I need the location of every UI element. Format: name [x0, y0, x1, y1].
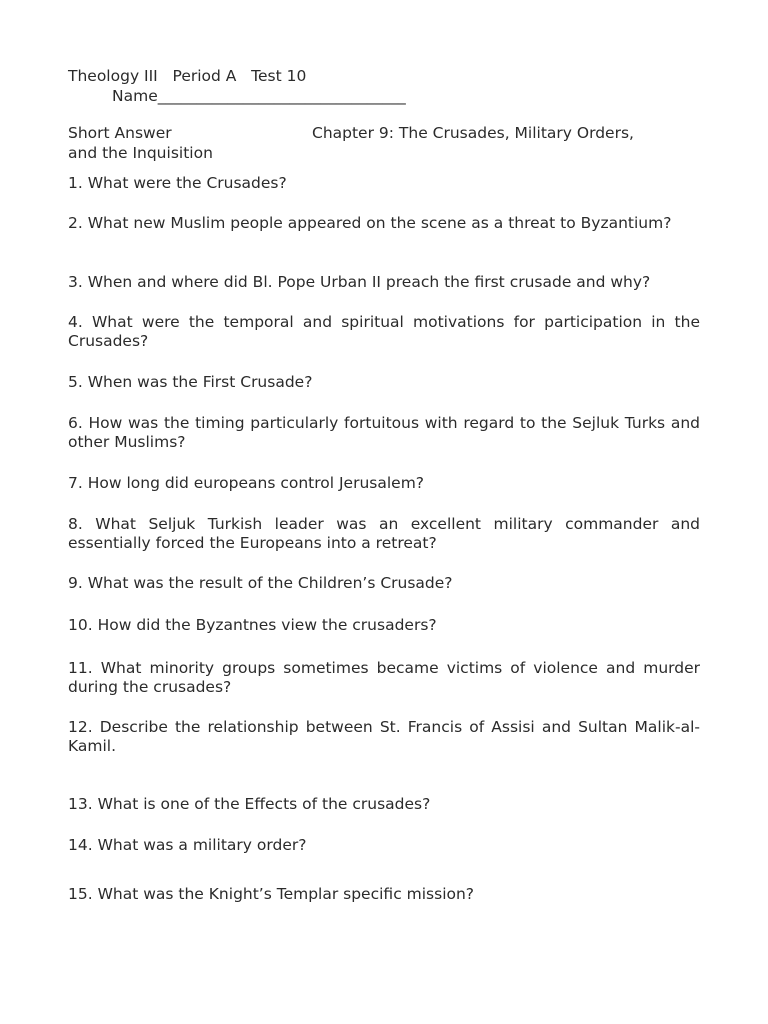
section-label: Short Answer — [68, 124, 172, 142]
question-7: 7. How long did europeans control Jerusalem? — [68, 474, 425, 492]
question-10: 10. How did the Byzantnes view the crusaders? — [68, 616, 437, 634]
question-13: 13. What is one of the Effects of the crusades? — [68, 795, 431, 813]
question-9: 9. What was the result of the Children’s Crusade? — [68, 574, 453, 592]
question-15: 15. What was the Knight’s Templar specific mission? — [68, 885, 475, 903]
question-11: 11. What minority groups sometimes became victims of violence and murder during the crusades? — [68, 659, 700, 696]
question-1: 1. What were the Crusades? — [68, 174, 287, 192]
question-2: 2. What new Muslim people appeared on the scene as a threat to Byzantium? — [68, 214, 672, 232]
question-8: 8. What Seljuk Turkish leader was an excellent military commander and essentially forced the Europeans into a retreat? — [68, 515, 700, 552]
question-4: 4. What were the temporal and spiritual motivations for participation in the Crusades? — [68, 313, 700, 350]
chapter-title: Chapter 9: The Crusades, Military Orders, — [312, 124, 634, 142]
question-12: 12. Describe the relationship between St. Francis of Assisi and Sultan Malik-al-Kamil. — [68, 718, 700, 755]
name-field-line: Name________________________________ — [112, 87, 406, 105]
test-title: Theology III Period A Test 10 — [68, 67, 307, 85]
question-3: 3. When and where did Bl. Pope Urban II preach the first crusade and why? — [68, 273, 651, 291]
question-5: 5. When was the First Crusade? — [68, 373, 313, 391]
question-6: 6. How was the timing particularly fortuitous with regard to the Sejluk Turks and other Muslims? — [68, 414, 700, 451]
question-14: 14. What was a military order? — [68, 836, 307, 854]
chapter-title-continued: and the Inquisition — [68, 144, 213, 162]
